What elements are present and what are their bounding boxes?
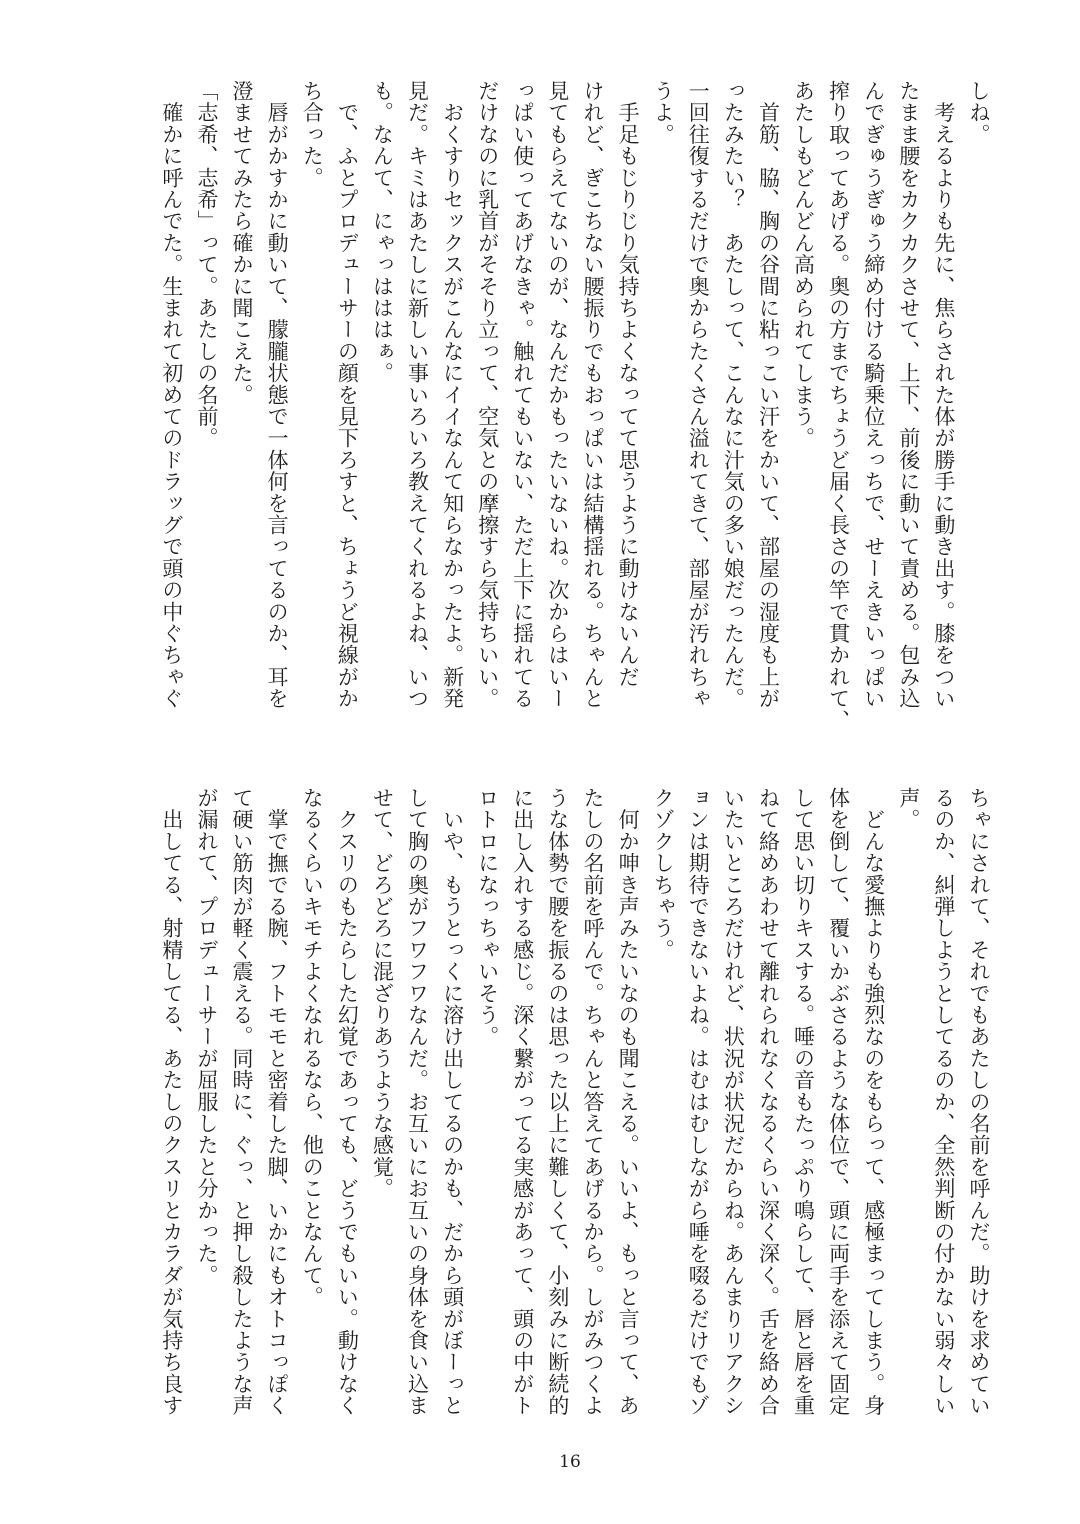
- text-column: で、ふとプロデューサーの顔を見下ろすと、ちょうど視線がか: [335, 80, 360, 710]
- page-number: 16: [559, 1452, 581, 1472]
- text-column: どんな愛撫よりも強烈なのをもらって、感極まってしまう。身: [861, 787, 886, 1417]
- text-column: 見てもらえてないのが、なんだかもったいないね。次からはいー: [545, 80, 570, 710]
- text-column: んでぎゅうぎゅう締め付ける騎乗位えっちで、せーえきいっぱい: [861, 80, 886, 710]
- text-column: ロトロになっちゃいそう。: [475, 787, 500, 1048]
- text-column: が漏れて、プロデューサーが屈服したと分かった。: [194, 787, 219, 1287]
- text-column: ねて絡めあわせて離れられなくなるくらい深く深く。舌を絡め合: [756, 787, 781, 1417]
- text-column: 澄ませてみたら確かに聞こえた。: [230, 80, 255, 406]
- top-text-block: [154, 80, 996, 740]
- text-column: に出し入れする感じ。深く繋がってる実感があって、頭の中がト: [510, 787, 535, 1417]
- text-column: たしの名前を呼んで。ちゃんと答えてあげるから。しがみつくよ: [580, 787, 605, 1417]
- text-column: 手足もじりじり気持ちよくなってて思うように動けないんだ: [616, 80, 641, 688]
- text-column: いたいところだけれど、状況が状況だからね。あんまりリアクシ: [721, 787, 746, 1417]
- text-column: 掌で撫でる腕、フトモモと密着した脚、いかにもオトコっぽく: [265, 787, 290, 1417]
- text-column: 体を倒して、覆いかぶさるような体位で、頭に両手を添えて固定: [826, 787, 851, 1417]
- text-column: 出してる、射精してる、あたしのクスリとカラダが気持ち良す: [159, 787, 184, 1417]
- text-column: 「志希、志希」って。あたしの名前。: [194, 80, 219, 449]
- text-column: 唇がかすかに動いて、朦朧状態で一体何を言ってるのか、耳を: [265, 80, 290, 710]
- text-column: ち合った。: [300, 80, 325, 189]
- text-column: クゾクしちゃう。: [651, 787, 676, 961]
- text-column: 考えるよりも先に、焦らされた体が勝手に動き出す。膝をつい: [931, 80, 956, 710]
- text-column: うよ。: [651, 80, 676, 146]
- text-column: して思い切りキスする。唾の音もたっぷり鳴らして、唇と唇を重: [791, 787, 816, 1417]
- text-column: て硬い筋肉が軽く震える。同時に、ぐっ、と押し殺したような声: [230, 787, 255, 1417]
- text-column: 見だ。キミはあたしに新しい事いろいろ教えてくれるよね、いつ: [405, 80, 430, 710]
- text-column: たまま腰をカクカクさせて、上下、前後に動いて責める。包み込: [896, 80, 921, 710]
- text-column: クスリのもたらした幻覚であっても、どうでもいい。動けなく: [335, 787, 360, 1417]
- text-column: 何か呻き声みたいなのも聞こえる。いいよ、もっと言って、あ: [616, 787, 641, 1417]
- text-column: も。なんて、にゃっはははぁ。: [370, 80, 395, 384]
- text-column: 一回往復するだけで奥からたくさん溢れてきて、部屋が汚れちゃ: [686, 80, 711, 710]
- text-column: ったみたい？ あたしって、こんなに汁気の多い娘だったんだ。: [721, 80, 746, 710]
- text-column: いや、もうとっくに溶け出してるのかも、だから頭がぼーっと: [440, 787, 465, 1417]
- text-column: 搾り取ってあげる。奥の方までちょうど届く長さの竿で貫かれて、: [826, 80, 851, 731]
- text-column: 確かに呼んでた。生まれて初めてのドラッグで頭の中ぐちゃぐ: [159, 80, 184, 710]
- text-column: だけなのに乳首がそそり立って、空気との摩擦すら気持ちいい。: [475, 80, 500, 710]
- text-column: 声。: [896, 787, 921, 831]
- text-column: 首筋、脇、胸の谷間に粘っこい汗をかいて、部屋の湿度も上が: [756, 80, 781, 710]
- text-column: っぱい使ってあげなきゃ。触れてもいない、ただ上下に揺れてる: [510, 80, 535, 710]
- text-column: なるくらいキモチよくなれるなら、他のことなんて。: [300, 787, 325, 1308]
- text-column: あたしもどんどん高められてしまう。: [791, 80, 816, 449]
- text-column: しね。: [967, 80, 991, 146]
- text-column: うな体勢で腰を振るのは思った以上に難しくて、小刻みに断続的: [545, 787, 570, 1417]
- bottom-text-block: [154, 787, 996, 1447]
- text-column: して胸の奥がフワフワなんだ。お互いにお互いの身体を食い込ま: [405, 787, 430, 1417]
- text-column: けれど、ぎこちない腰振りでもおっぱいは結構揺れる。ちゃんと: [580, 80, 605, 710]
- text-column: おくすりセックスがこんなにイイなんて知らなかったよ。新発: [440, 80, 465, 710]
- text-column: せて、どろどろに混ざりあうような感覚。: [370, 787, 395, 1200]
- text-column: るのか、糾弾しようとしてるのか、全然判断の付かない弱々しい: [931, 787, 956, 1417]
- text-column: ちゃにされて、それでもあたしの名前を呼んだ。助けを求めてい: [967, 787, 991, 1417]
- text-column: ョンは期待できないよね。はむはむしながら唾を啜るだけでもゾ: [686, 787, 711, 1417]
